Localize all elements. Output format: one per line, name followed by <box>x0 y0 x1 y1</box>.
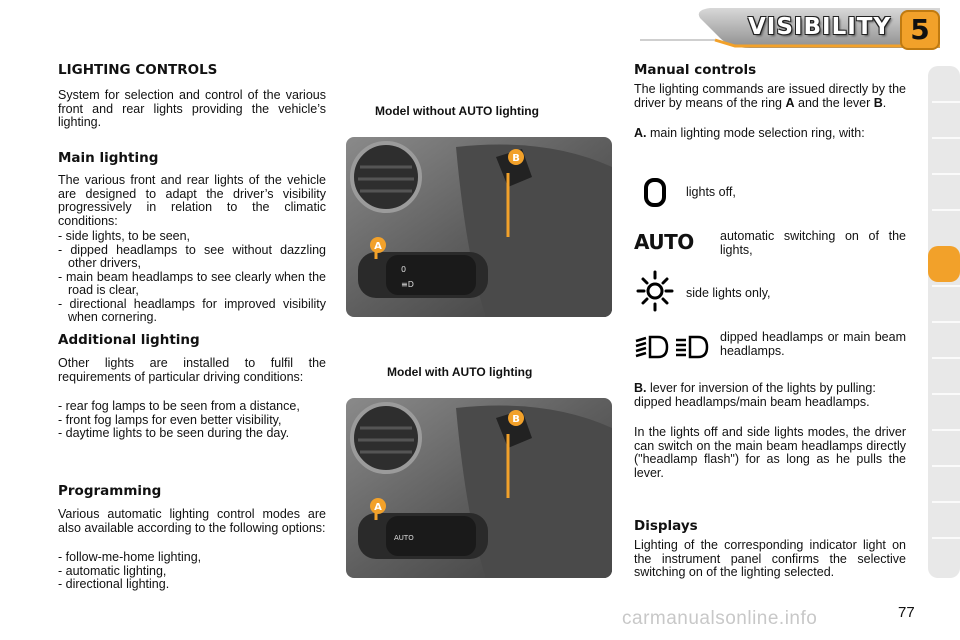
mode-label-auto: automatic switching on of the lights, <box>720 229 906 257</box>
heading-lighting-controls: LIGHTING CONTROLS <box>58 62 218 78</box>
list-item: - main beam headlamps to see clearly when the road is clear, <box>58 271 326 298</box>
svg-text:≡D: ≡D <box>401 280 414 289</box>
manual-controls-intro: The lighting commands are issued directly by the driver by means of the ring A and the lever B. <box>634 82 906 110</box>
programming-list <box>58 551 326 592</box>
list-item: - daytime lights to be seen during the day. <box>58 427 326 441</box>
heading-manual-controls: Manual controls <box>634 62 757 78</box>
zero-icon <box>642 178 670 208</box>
main-lighting-list <box>58 230 326 325</box>
displays-text: Lighting of the corresponding indicator light on the instrument panel confirms the selective switching on of the lighting selected. <box>634 538 906 579</box>
auto-icon: AUTO <box>634 230 694 254</box>
mode-label-off: lights off, <box>686 185 736 199</box>
auto-ring-text: AUTO <box>394 534 414 542</box>
list-item: - rear fog lamps to be seen from a distance, <box>58 400 326 414</box>
svg-text:0: 0 <box>401 265 407 274</box>
photo-lighting-stalk-with-auto <box>346 398 612 578</box>
heading-programming: Programming <box>58 483 162 499</box>
caption-without-auto: Model without AUTO lighting <box>375 104 539 118</box>
list-item: - front fog lamps for even better visibility, <box>58 414 326 428</box>
photo-lighting-stalk-without-auto <box>346 137 612 317</box>
caption-with-auto: Model with AUTO lighting <box>387 365 533 379</box>
intro-text: System for selection and control of the various front and rear lights providing the vehicle’s lighting. <box>58 88 326 129</box>
mode-label-headlamps: dipped headlamps or main beam headlamps. <box>720 330 906 358</box>
headlamps-icon <box>634 334 712 360</box>
section-title: VISIBILITY <box>748 14 892 40</box>
chapter-number: 5 <box>910 13 930 46</box>
page-number: 77 <box>898 604 915 621</box>
main-lighting-text: The various front and rear lights of the vehicle are designed to adapt the driver’s visibility progressively in relation to the climatic conditions: <box>58 173 326 228</box>
programming-text: Various automatic lighting control modes are also available according to the following options: <box>58 507 326 535</box>
list-item: - side lights, to be seen, <box>58 230 326 244</box>
marker-b: B <box>512 153 520 164</box>
marker-a: A <box>374 241 382 252</box>
heading-main-lighting: Main lighting <box>58 150 159 166</box>
lever-b-description: B. lever for inversion of the lights by pulling: dipped headlamps/main beam headlamps. <box>634 381 876 409</box>
additional-lighting-text: Other lights are installed to fulfil the requirements of particular driving conditions: <box>58 356 326 384</box>
additional-lighting-list <box>58 400 326 441</box>
mode-label-side-lights: side lights only, <box>686 286 771 300</box>
list-item: - directional headlamps for improved visibility when cornering. <box>58 298 326 325</box>
heading-displays: Displays <box>634 518 698 534</box>
list-item: - automatic lighting, <box>58 565 326 579</box>
list-item: - dipped headlamps to see without dazzling other drivers, <box>58 244 326 271</box>
marker-a: A <box>374 502 382 513</box>
marker-b: B <box>512 414 520 425</box>
side-lights-icon <box>636 270 674 312</box>
chapter-tabs <box>928 66 960 578</box>
headlamp-flash-text: In the lights off and side lights modes, the driver can switch on the main beam headlamps directly ("headlamp flash") for as long as he pulls the lever. <box>634 425 906 480</box>
ring-a-description: A. main lighting mode selection ring, with: <box>634 126 865 140</box>
list-item: - directional lighting. <box>58 578 326 592</box>
heading-additional-lighting: Additional lighting <box>58 332 200 348</box>
list-item: - follow-me-home lighting, <box>58 551 326 565</box>
watermark: carmanualsonline.info <box>622 608 818 629</box>
